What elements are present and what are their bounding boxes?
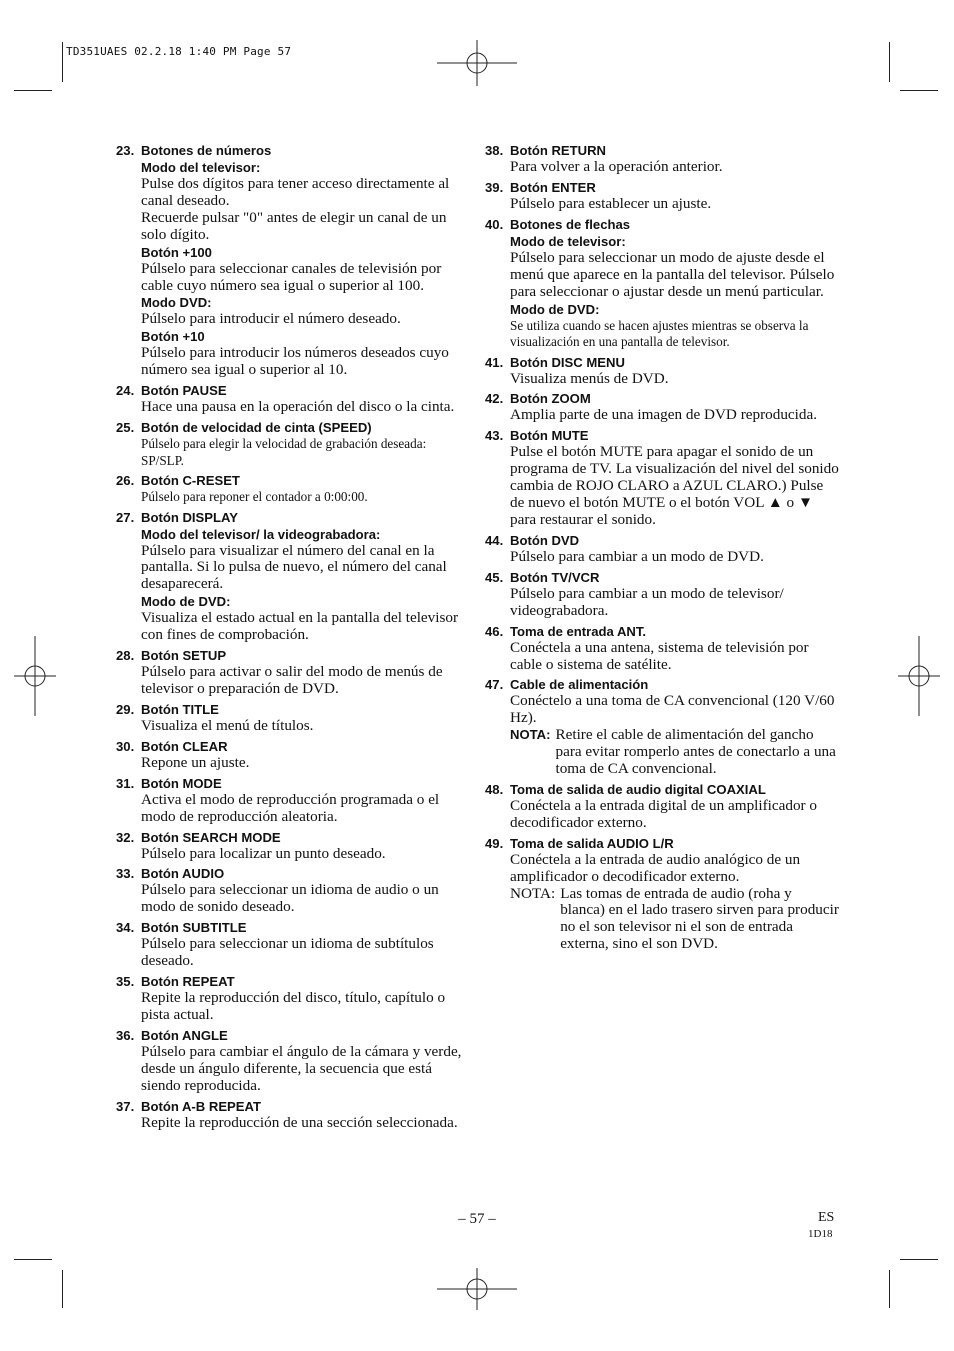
print-slug: TD351UAES 02.2.18 1:40 PM Page 57 bbox=[66, 45, 292, 58]
mode-subheading: Modo DVD: bbox=[141, 295, 212, 311]
item-description: Púlselo para activar o salir del modo de menús de televisor o preparación de DVD. bbox=[141, 663, 443, 697]
item-number: 39. bbox=[485, 179, 504, 195]
item-description: Visualiza el menú de títulos. bbox=[141, 716, 314, 734]
list-item bbox=[485, 623, 839, 674]
list-item bbox=[116, 701, 470, 735]
item-title: Cable de alimentación bbox=[510, 677, 649, 693]
item-number: 33. bbox=[116, 866, 135, 882]
item-number: 30. bbox=[116, 738, 135, 754]
item-heading bbox=[485, 781, 839, 798]
item-title: Botón CLEAR bbox=[141, 738, 228, 754]
list-item bbox=[485, 142, 839, 176]
item-number: 23. bbox=[116, 143, 135, 158]
item-title: Botones de flechas bbox=[510, 216, 631, 232]
item-heading bbox=[116, 919, 470, 936]
list-item bbox=[485, 354, 839, 388]
item-heading bbox=[485, 569, 839, 586]
item-heading bbox=[116, 647, 470, 664]
item-heading bbox=[116, 829, 470, 846]
item-title: Botón MODE bbox=[141, 775, 222, 791]
item-description: Se utiliza cuando se hacen ajustes mientras se observa la visualización en una pantalla de televisor. bbox=[510, 317, 809, 350]
item-description: Púlselo para reponer el contador a 0:00:00. bbox=[141, 489, 368, 505]
item-description: Para volver a la operación anterior. bbox=[510, 158, 723, 175]
item-heading bbox=[116, 775, 470, 792]
list-item bbox=[116, 775, 470, 826]
item-description: Repite la reproducción del disco, título, capítulo o pista actual. bbox=[141, 989, 446, 1023]
item-description: Púlselo para establecer un ajuste. bbox=[510, 194, 712, 212]
item-heading bbox=[485, 390, 839, 407]
item-title: Botón TV/VCR bbox=[510, 569, 600, 585]
registration-mark-right bbox=[898, 636, 940, 716]
item-title: Botón C-RESET bbox=[141, 473, 240, 489]
item-description: Púlselo para seleccionar un idioma de subtítulos deseado. bbox=[141, 935, 434, 970]
item-title: Botón MUTE bbox=[510, 428, 589, 444]
item-title: Botón SUBTITLE bbox=[141, 920, 247, 936]
item-title: Botón DISPLAY bbox=[141, 509, 238, 525]
mode-subheading: Modo de televisor: bbox=[510, 233, 626, 249]
note bbox=[510, 727, 839, 778]
list-item bbox=[116, 509, 470, 645]
item-heading bbox=[485, 142, 839, 159]
item-number: 40. bbox=[485, 216, 504, 232]
item-heading bbox=[485, 676, 839, 693]
item-number: 32. bbox=[116, 829, 135, 845]
item-number: 24. bbox=[116, 383, 135, 399]
item-heading bbox=[485, 216, 839, 233]
item-heading bbox=[116, 472, 470, 489]
item-heading bbox=[485, 532, 839, 549]
item-number: 31. bbox=[116, 775, 135, 791]
item-heading bbox=[116, 1098, 470, 1115]
item-number: 34. bbox=[116, 920, 135, 936]
list-item bbox=[485, 569, 839, 620]
item-heading bbox=[485, 835, 839, 852]
list-item bbox=[485, 216, 839, 351]
item-title: Botón REPEAT bbox=[141, 974, 235, 990]
note-label: NOTA: bbox=[510, 884, 556, 902]
language-code: ES bbox=[818, 1210, 835, 1225]
item-title: Botón DISC MENU bbox=[510, 354, 625, 370]
list-item bbox=[116, 419, 470, 469]
item-description: Púlselo para cambiar a un modo de DVD. bbox=[510, 547, 764, 565]
right-column bbox=[485, 142, 839, 956]
list-item bbox=[116, 973, 470, 1024]
item-title: Botón RETURN bbox=[510, 143, 607, 158]
item-heading bbox=[116, 1027, 470, 1044]
item-title: Botón DVD bbox=[510, 532, 580, 548]
item-description: Conéctela a la entrada de audio analógico de un amplificador o decodificador externo. bbox=[510, 850, 801, 885]
item-description: Púlselo para seleccionar un idioma de audio o un modo de sonido deseado. bbox=[141, 881, 439, 916]
item-heading bbox=[116, 973, 470, 990]
item-description: Repone un ajuste. bbox=[141, 753, 250, 771]
list-item bbox=[116, 738, 470, 772]
item-description: Visualiza el estado actual en la pantalla del televisor con fines de comprobación. bbox=[141, 609, 459, 644]
list-item bbox=[116, 919, 470, 970]
item-description: Visualiza menús de DVD. bbox=[510, 369, 669, 387]
left-column bbox=[116, 142, 470, 1135]
item-description: Pulse el botón MUTE para apagar el sonido de un programa de TV. La visualización del nivel del sonido cambia de ROJO CLARO a AZUL CLARO.) Pulse de nuevo el botón MUTE o el botón VOL ▲ o ▼ para restaurar el sonido. bbox=[510, 443, 839, 528]
item-heading bbox=[485, 179, 839, 196]
note-text: Las tomas de entrada de audio (roha y blanca) en el lado trasero sirven para producir no el son televisor ni el son de entrada externa, sino el son DVD. bbox=[560, 884, 839, 953]
item-heading bbox=[116, 142, 470, 159]
item-description: Púlselo para seleccionar un modo de ajuste desde el menú que aparece en la pantalla del televisor. Púlselo para seleccionar o ajustar desde un menú particular. bbox=[510, 248, 835, 300]
list-item bbox=[485, 781, 839, 832]
list-item bbox=[485, 835, 839, 953]
document-code: 1D18 bbox=[808, 1228, 833, 1240]
item-number: 45. bbox=[485, 569, 504, 585]
item-number: 48. bbox=[485, 781, 504, 797]
item-heading bbox=[116, 865, 470, 882]
list-item bbox=[116, 472, 470, 506]
item-title: Toma de entrada ANT. bbox=[510, 623, 647, 639]
item-number: 29. bbox=[116, 701, 135, 717]
item-number: 46. bbox=[485, 623, 504, 639]
item-number: 27. bbox=[116, 509, 135, 525]
list-item bbox=[485, 179, 839, 213]
item-heading bbox=[116, 509, 470, 526]
item-number: 35. bbox=[116, 974, 135, 990]
item-description: Repite la reproducción de una sección seleccionada. bbox=[141, 1113, 458, 1131]
item-title: Botón PAUSE bbox=[141, 383, 227, 399]
registration-mark-bottom bbox=[437, 1268, 517, 1310]
item-title: Botón ANGLE bbox=[141, 1027, 228, 1043]
item-number: 47. bbox=[485, 677, 504, 693]
list-item bbox=[116, 647, 470, 698]
registration-mark-top bbox=[437, 40, 517, 86]
item-description: Púlselo para visualizar el número del canal en la pantalla. Si lo pulsa de nuevo, el número del canal desaparecerá. bbox=[141, 541, 447, 593]
item-description: Púlselo para localizar un punto deseado. bbox=[141, 844, 386, 862]
item-description: Púlselo para introducir el número deseado. bbox=[141, 310, 401, 328]
item-number: 37. bbox=[116, 1098, 135, 1114]
item-description: Conéctela a una antena, sistema de televisión por cable o sistema de satélite. bbox=[510, 638, 809, 673]
item-description: Hace una pausa en la operación del disco o la cinta. bbox=[141, 398, 455, 416]
item-number: 26. bbox=[116, 473, 135, 489]
item-title: Toma de salida de audio digital COAXIAL bbox=[510, 781, 766, 797]
mode-subheading: Modo de DVD: bbox=[141, 594, 231, 610]
item-number: 38. bbox=[485, 143, 504, 158]
item-title: Botón ZOOM bbox=[510, 391, 591, 407]
item-description: Recuerde pulsar "0" antes de elegir un canal de un solo dígito. bbox=[141, 208, 447, 243]
item-description: Púlselo para seleccionar canales de televisión por cable cuyo número sea igual o superior al 100. bbox=[141, 259, 442, 294]
item-title: Botón SEARCH MODE bbox=[141, 829, 281, 845]
list-item bbox=[485, 427, 839, 529]
item-number: 28. bbox=[116, 648, 135, 664]
mode-subheading: Modo de DVD: bbox=[510, 301, 600, 317]
registration-mark-left bbox=[14, 636, 56, 716]
item-heading bbox=[116, 738, 470, 755]
item-number: 43. bbox=[485, 428, 504, 444]
note-label: NOTA: bbox=[510, 727, 551, 743]
item-heading bbox=[116, 419, 470, 436]
list-item bbox=[116, 1098, 470, 1132]
item-description: Conéctela a la entrada digital de un amplificador o decodificador externo. bbox=[510, 796, 817, 831]
note bbox=[510, 886, 839, 954]
item-title: Botón SETUP bbox=[141, 648, 227, 664]
item-description: Púlselo para introducir los números deseados cuyo número sea igual o superior al 10. bbox=[141, 344, 449, 379]
item-description: Púlselo para cambiar a un modo de televisor/ videograbadora. bbox=[510, 584, 784, 619]
item-title: Botón AUDIO bbox=[141, 866, 225, 882]
item-number: 42. bbox=[485, 391, 504, 407]
item-title: Botones de números bbox=[141, 143, 272, 158]
item-title: Botón A-B REPEAT bbox=[141, 1098, 262, 1114]
item-description: Activa el modo de reproducción programada o el modo de reproducción aleatoria. bbox=[141, 790, 440, 825]
list-item bbox=[116, 142, 470, 379]
mode-subheading: Botón +10 bbox=[141, 329, 205, 345]
item-description: Conéctelo a una toma de CA convencional (120 V/60 Hz). bbox=[510, 692, 835, 727]
mode-subheading: Modo del televisor/ la videograbadora: bbox=[141, 526, 381, 542]
item-heading bbox=[485, 623, 839, 640]
item-description: Púlselo para cambiar el ángulo de la cámara y verde, desde un ángulo diferente, la secuencia que está siendo reproducida. bbox=[141, 1042, 462, 1094]
item-title: Botón de velocidad de cinta (SPEED) bbox=[141, 420, 372, 436]
item-number: 25. bbox=[116, 420, 135, 436]
item-description: Púlselo para elegir la velocidad de grabación deseada: SP/SLP. bbox=[141, 436, 427, 468]
item-heading bbox=[485, 427, 839, 444]
list-item bbox=[116, 829, 470, 863]
list-item bbox=[116, 382, 470, 416]
note-text: Retire el cable de alimentación del gancho para evitar romperlo antes de conectarlo a una toma de CA convencional. bbox=[555, 726, 836, 778]
item-number: 44. bbox=[485, 532, 504, 548]
item-title: Botón TITLE bbox=[141, 701, 219, 717]
mode-subheading: Modo del televisor: bbox=[141, 160, 261, 175]
item-heading bbox=[116, 382, 470, 399]
list-item bbox=[116, 865, 470, 916]
item-number: 36. bbox=[116, 1027, 135, 1043]
item-heading bbox=[485, 354, 839, 371]
page-number: – 57 – bbox=[458, 1211, 496, 1227]
item-title: Toma de salida AUDIO L/R bbox=[510, 835, 674, 851]
list-item bbox=[485, 390, 839, 424]
item-description: Pulse dos dígitos para tener acceso directamente al canal deseado. bbox=[141, 175, 450, 209]
item-number: 41. bbox=[485, 354, 504, 370]
list-item bbox=[116, 1027, 470, 1095]
item-title: Botón ENTER bbox=[510, 179, 596, 195]
mode-subheading: Botón +100 bbox=[141, 244, 212, 260]
list-item bbox=[485, 532, 839, 566]
item-description: Amplia parte de una imagen de DVD reproducida. bbox=[510, 406, 818, 424]
list-item bbox=[485, 676, 839, 778]
item-number: 49. bbox=[485, 835, 504, 851]
item-heading bbox=[116, 701, 470, 718]
